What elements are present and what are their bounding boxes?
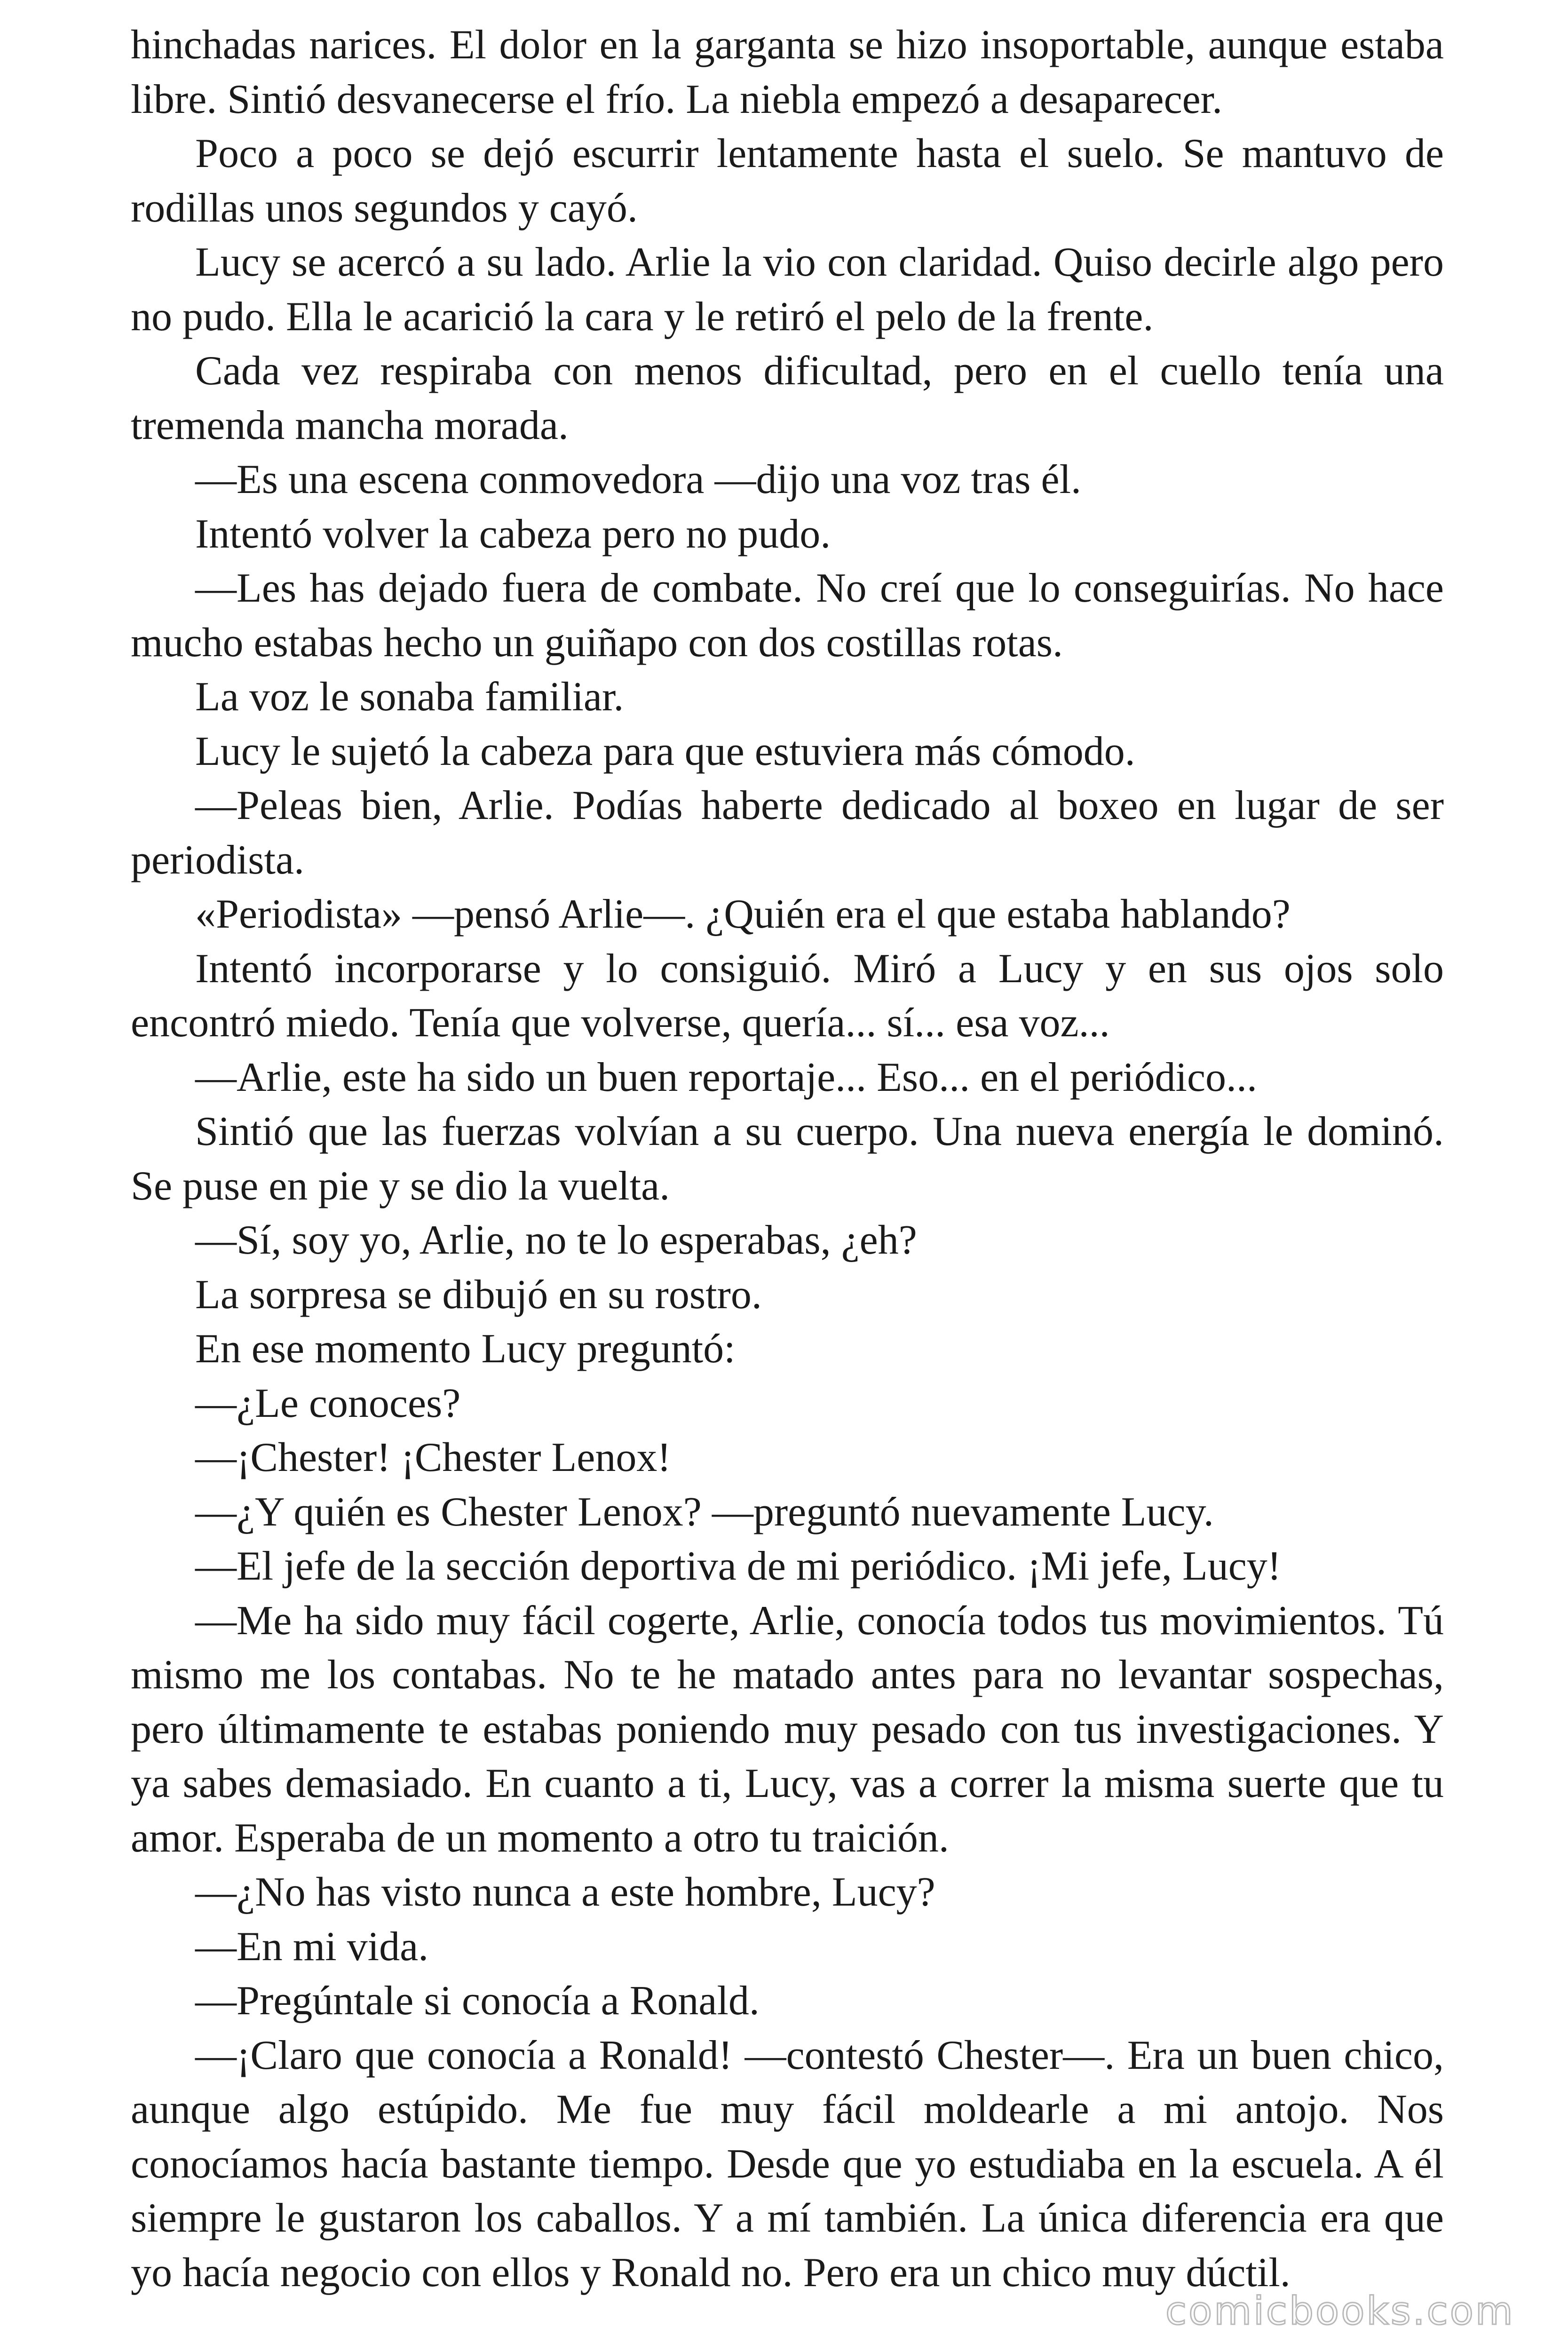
dialogue-paragraph: —Les has dejado fuera de combate. No creí que lo conseguirías. No hace mucho estabas hecho un guiñapo con dos costillas rotas. [131, 565, 1444, 666]
paragraph: «Periodista» —pensó Arlie—. ¿Quién era el que estaba hablando? [195, 891, 1291, 937]
paragraph: Sintió que las fuerzas volvían a su cuerpo. Una nueva energía le dominó. Se puse en pie y se dio la vuelta. [131, 1109, 1444, 1209]
dialogue-paragraph: —Me ha sido muy fácil cogerte, Arlie, conocía todos tus movimientos. Tú mismo me los contabas. No te he matado antes para no levantar sospechas, pero últimamente te estabas poniendo muy pesado con tus investigaciones. Y ya sabes demasiado. En cuanto a ti, Lucy, vas a correr la misma suerte que tu amor. Esperaba de un momento a otro tu traición. [131, 1597, 1444, 1861]
dialogue-paragraph: —¿Y quién es Chester Lenox? —preguntó nuevamente Lucy. [195, 1489, 1214, 1535]
paragraph: Intentó volver la cabeza pero no pudo. [195, 511, 831, 557]
paragraph: Poco a poco se dejó escurrir lentamente hasta el suelo. Se mantuvo de rodillas unos segundos y cayó. [131, 131, 1444, 231]
dialogue-paragraph: —¡Claro que conocía a Ronald! —contestó Chester—. Era un buen chico, aunque algo estúpido. Me fue muy fácil moldearle a mi antojo. Nos conocíamos hacía bastante tiempo. Desde que yo estudiaba en la escuela. A él siempre le gustaron los caballos. Y a mí también. La única diferencia era que yo hacía negocio con ellos y Ronald no. Pero era un chico muy dúctil. [131, 2032, 1444, 2296]
dialogue-paragraph: —El jefe de la sección deportiva de mi periódico. ¡Mi jefe, Lucy! [195, 1543, 1282, 1589]
paragraph: Cada vez respiraba con menos dificultad, pero en el cuello tenía una tremenda mancha morada. [131, 348, 1444, 448]
dialogue-paragraph: —Sí, soy yo, Arlie, no te lo esperabas, ¿eh? [195, 1217, 917, 1263]
paragraph: Lucy se acercó a su lado. Arlie la vio con claridad. Quiso decirle algo pero no pudo. Ella le acarició la cara y le retiró el pelo de la frente. [131, 239, 1444, 340]
dialogue-paragraph: —En mi vida. [195, 1923, 429, 1970]
paragraph: Lucy le sujetó la cabeza para que estuviera más cómodo. [195, 728, 1135, 774]
dialogue-paragraph: —¡Chester! ¡Chester Lenox! [195, 1435, 671, 1480]
dialogue-paragraph: —¿Le conoces? [195, 1380, 461, 1426]
paragraph: La sorpresa se dibujó en su rostro. [195, 1271, 762, 1318]
paragraph: Intentó incorporarse y lo consiguió. Miró a Lucy y en sus ojos solo encontró miedo. Tenía que volverse, quería... sí... esa voz... [131, 946, 1444, 1046]
book-page-text [131, 18, 1444, 2300]
site-watermark: comicbooks.com [1165, 2289, 1515, 2334]
dialogue-paragraph: —Es una escena conmovedora —dijo una voz tras él. [195, 457, 1082, 502]
paragraph-continuation: hinchadas narices. El dolor en la garganta se hizo insoportable, aunque estaba libre. Sintió desvanecerse el frío. La niebla empezó a desaparecer. [131, 22, 1444, 122]
dialogue-paragraph: —Arlie, este ha sido un buen reportaje... Eso... en el periódico... [195, 1054, 1258, 1100]
dialogue-paragraph: —Peleas bien, Arlie. Podías haberte dedicado al boxeo en lugar de ser periodista. [131, 783, 1444, 883]
paragraph: La voz le sonaba familiar. [195, 674, 624, 720]
dialogue-paragraph: —¿No has visto nunca a este hombre, Lucy? [195, 1869, 935, 1915]
dialogue-paragraph: —Pregúntale si conocía a Ronald. [195, 1978, 760, 2024]
paragraph: En ese momento Lucy preguntó: [195, 1326, 736, 1372]
